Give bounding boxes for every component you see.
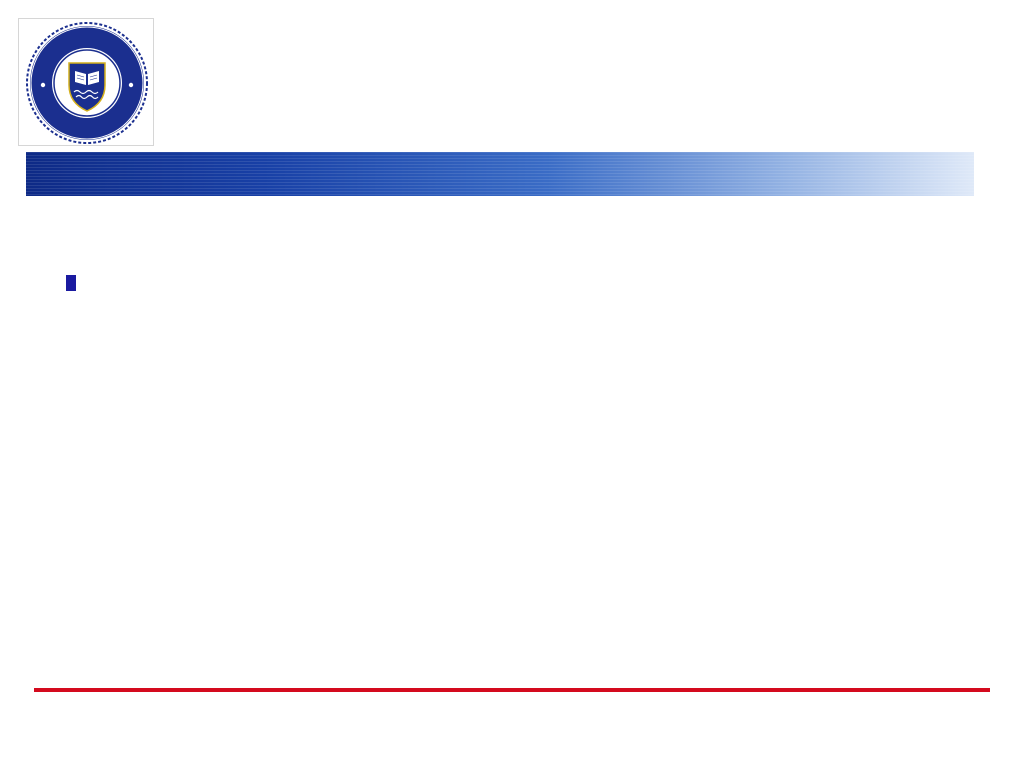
college-seal-logo bbox=[18, 18, 154, 146]
square-bullet-icon bbox=[66, 281, 76, 291]
bullet-list bbox=[62, 262, 962, 268]
footer-rule bbox=[34, 688, 990, 692]
college-banner bbox=[26, 152, 974, 196]
college-seal-icon bbox=[19, 19, 155, 147]
